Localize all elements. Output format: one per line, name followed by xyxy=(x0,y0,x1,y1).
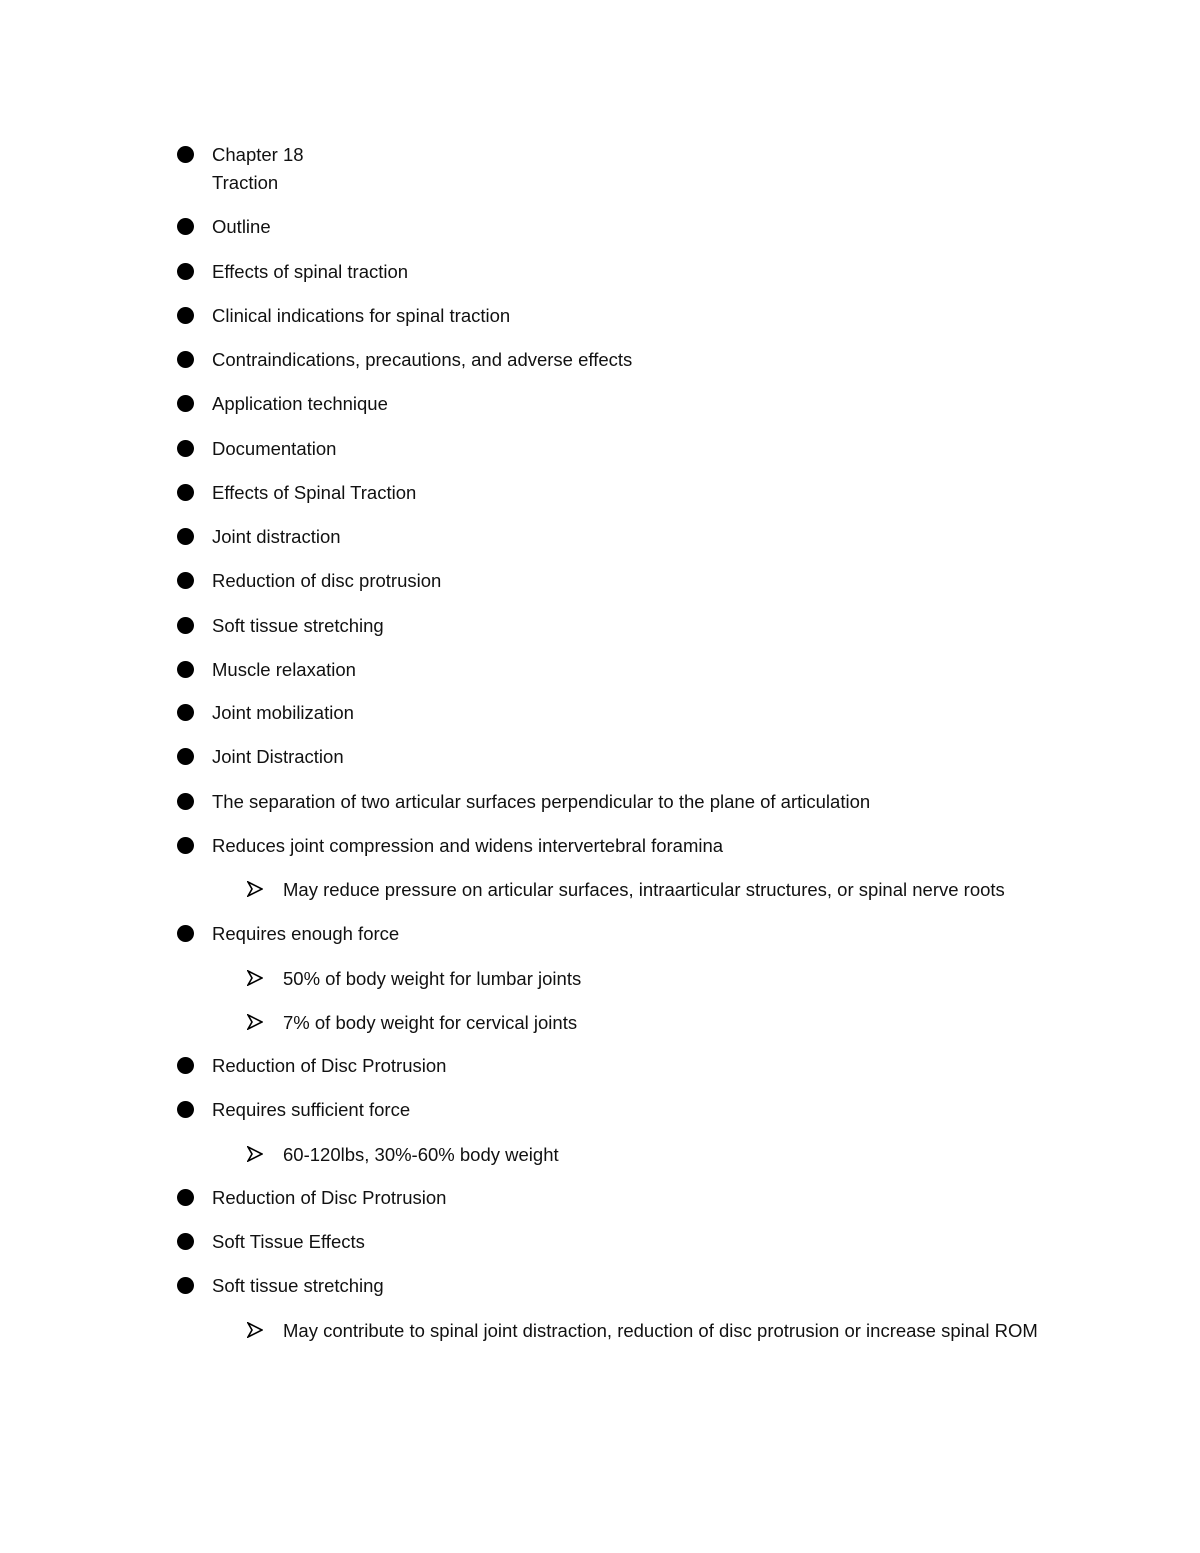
bullet-icon xyxy=(177,1233,194,1250)
list-item: Reduction of disc protrusion xyxy=(212,570,442,591)
list-item: Application technique xyxy=(212,393,388,414)
list-item: Soft tissue stretching xyxy=(212,1275,384,1296)
sub-list-item: May contribute to spinal joint distraction, reduction of disc protrusion or increase spinal ROM xyxy=(283,1320,1038,1341)
bullet-icon xyxy=(177,351,194,368)
list-item: Effects of Spinal Traction xyxy=(212,482,417,503)
list-item: Reduces joint compression and widens intervertebral foramina xyxy=(212,835,724,856)
list-item: Joint Distraction xyxy=(212,746,344,767)
bullet-icon xyxy=(177,146,194,163)
bullet-icon xyxy=(177,793,194,810)
list-item: Reduction of Disc Protrusion xyxy=(212,1187,447,1208)
bullet-icon xyxy=(177,1189,194,1206)
sub-list-item: 7% of body weight for cervical joints xyxy=(283,1012,578,1033)
bullet-icon xyxy=(177,395,194,412)
bullet-icon xyxy=(177,837,194,854)
list-item: The separation of two articular surfaces perpendicular to the plane of articulation xyxy=(212,791,871,812)
arrowhead-bullet-icon xyxy=(247,970,263,986)
list-item: Outline xyxy=(212,216,271,237)
arrowhead-bullet-icon xyxy=(247,1322,263,1338)
bullet-icon xyxy=(177,925,194,942)
list-item: Soft Tissue Effects xyxy=(212,1231,365,1252)
bullet-icon xyxy=(177,617,194,634)
arrowhead-bullet-icon xyxy=(247,1146,263,1162)
bullet-icon xyxy=(177,528,194,545)
bullet-icon xyxy=(177,1057,194,1074)
bullet-icon xyxy=(177,661,194,678)
bullet-icon xyxy=(177,572,194,589)
bullet-icon xyxy=(177,704,194,721)
bullet-icon xyxy=(177,218,194,235)
sub-list-item: May reduce pressure on articular surfaces, intraarticular structures, or spinal nerve roots xyxy=(283,879,1005,900)
bullet-icon xyxy=(177,307,194,324)
bullet-icon xyxy=(177,748,194,765)
bullet-icon xyxy=(177,484,194,501)
list-item: Contraindications, precautions, and adverse effects xyxy=(212,349,633,370)
list-item: Joint distraction xyxy=(212,526,341,547)
list-item: Documentation xyxy=(212,438,337,459)
list-item-subtitle: Traction xyxy=(212,172,279,193)
list-item: Clinical indications for spinal traction xyxy=(212,305,511,326)
list-item: Requires sufficient force xyxy=(212,1099,411,1120)
list-item: Reduction of Disc Protrusion xyxy=(212,1055,447,1076)
sub-list-item: 50% of body weight for lumbar joints xyxy=(283,968,582,989)
bullet-icon xyxy=(177,440,194,457)
list-item: Muscle relaxation xyxy=(212,659,356,680)
bullet-icon xyxy=(177,1101,194,1118)
list-item: Requires enough force xyxy=(212,923,400,944)
bullet-icon xyxy=(177,263,194,280)
bullet-icon xyxy=(177,1277,194,1294)
arrowhead-bullet-icon xyxy=(247,881,263,897)
list-item: Effects of spinal traction xyxy=(212,261,409,282)
sub-list-item: 60-120lbs, 30%-60% body weight xyxy=(283,1144,559,1165)
arrowhead-bullet-icon xyxy=(247,1014,263,1030)
list-item-title: Chapter 18 xyxy=(212,144,304,165)
list-item: Joint mobilization xyxy=(212,702,354,723)
list-item: Soft tissue stretching xyxy=(212,615,384,636)
